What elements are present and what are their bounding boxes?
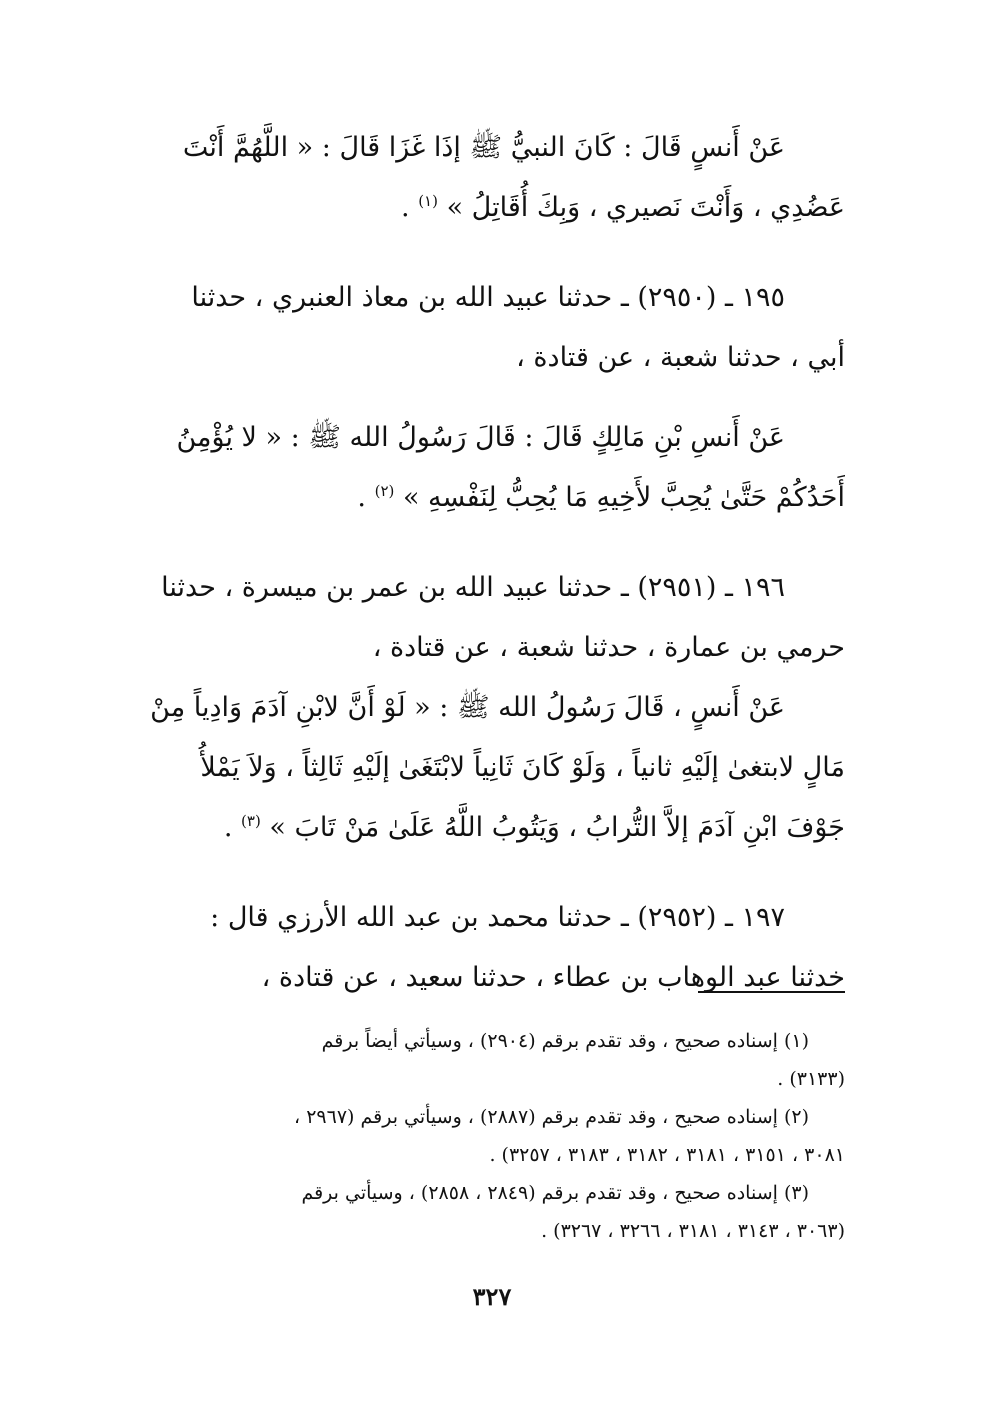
footnote-line: (٣١٣٣) . — [777, 1068, 845, 1090]
text-line: جَوْفَ ابْنِ آدَمَ إلاَّ التُّرابُ ، وَيَتُوبُ اللَّهُ عَلَىٰ مَنْ تَابَ » $^{(٣)}$ . — [223, 812, 845, 843]
footnote-line: (٢) إسناده صحيح ، وقد تقدم برقم (٢٨٨٧) ، وسيأتي برقم (٢٩٦٧ ، — [294, 1106, 809, 1128]
footnotes — [150, 1022, 845, 1250]
footnote-ref: (١) — [418, 192, 438, 210]
text-line: ١٩٥ ـ (٢٩٥٠) ـ حدثنا عبيد الله بن معاذ العنبري ، حدثنا — [191, 282, 785, 313]
isnad-196 — [150, 558, 845, 678]
text-line: عَنْ أَنسٍ ، قَالَ رَسُولُ الله ﷺ : « لَوْ أَنَّ لابْنِ آدَمَ وَادِياً مِنْ — [150, 692, 785, 723]
footnote-2 — [150, 1098, 845, 1174]
footnote-line: (٣٠٦٣ ، ٣١٤٣ ، ٣١٨١ ، ٣٢٦٦ ، ٣٢٦٧) . — [541, 1220, 845, 1242]
text-line: أَحَدُكُمْ حَتَّىٰ يُحِبَّ لأَخِيهِ مَا يُحِبُّ لِنَفْسِهِ » $^{(٢)}$ . — [357, 482, 845, 513]
page-number: ٣٢٧ — [472, 1282, 512, 1311]
footnote-line: (١) إسناده صحيح ، وقد تقدم برقم (٢٩٠٤) ، وسيأتي أيضاً برقم — [321, 1030, 809, 1052]
text-line: مَالٍ لابتغىٰ إلَيْهِ ثانياً ، وَلَوْ كَانَ ثَانِياً لابْتَغَىٰ إلَيْهِ ثَالِثاً ، وَلاَ يَمْلأُ — [200, 752, 845, 783]
footnote-3 — [150, 1174, 845, 1250]
footnote-divider — [698, 991, 845, 993]
text-line: حرمي بن عمارة ، حدثنا شعبة ، عن قتادة ، — [372, 632, 845, 663]
footnote-1 — [150, 1022, 845, 1098]
text-line: ١٩٧ ـ (٢٩٥٢) ـ حدثنا محمد بن عبد الله الأرزي قال : — [210, 902, 785, 933]
footnote-ref: (٣) — [241, 812, 261, 830]
footnote-line: (٣) إسناده صحيح ، وقد تقدم برقم (٢٨٤٩ ، ٢٨٥٨) ، وسيأتي برقم — [301, 1182, 809, 1204]
text-line: ١٩٦ ـ (٢٩٥١) ـ حدثنا عبيد الله بن عمر بن ميسرة ، حدثنا — [161, 572, 785, 603]
text-line: خدثنا عبد الوهاب بن عطاء ، حدثنا سعيد ، عن قتادة ، — [261, 962, 845, 993]
main-text — [150, 118, 845, 1008]
isnad-197 — [150, 888, 845, 1008]
text-line: أبي ، حدثنا شعبة ، عن قتادة ، — [516, 342, 845, 373]
footnote-ref: (٢) — [374, 482, 395, 500]
isnad-195 — [150, 268, 845, 388]
hadith-text-1 — [150, 118, 845, 238]
footnote-line: ٣٠٨١ ، ٣١٥١ ، ٣١٨١ ، ٣١٨٢ ، ٣١٨٣ ، ٣٢٥٧) . — [489, 1144, 845, 1166]
text-line: عَنْ أَنسٍ قَالَ : كَانَ النبيُّ ﷺ إذَا غَزَا قَالَ : « اللَّهُمَّ أَنْتَ — [182, 132, 785, 163]
hadith-text-2 — [150, 408, 845, 528]
text-line: عَنْ أَنسِ بْنِ مَالِكٍ قَالَ : قَالَ رَسُولُ الله ﷺ : « لا يُؤْمِنُ — [176, 422, 785, 453]
text-line: عَضُدِي ، وَأَنْتَ نَصيري ، وَبِكَ أُقَاتِلُ » $^{(١)}$ . — [401, 192, 845, 223]
hadith-text-3 — [150, 678, 845, 858]
